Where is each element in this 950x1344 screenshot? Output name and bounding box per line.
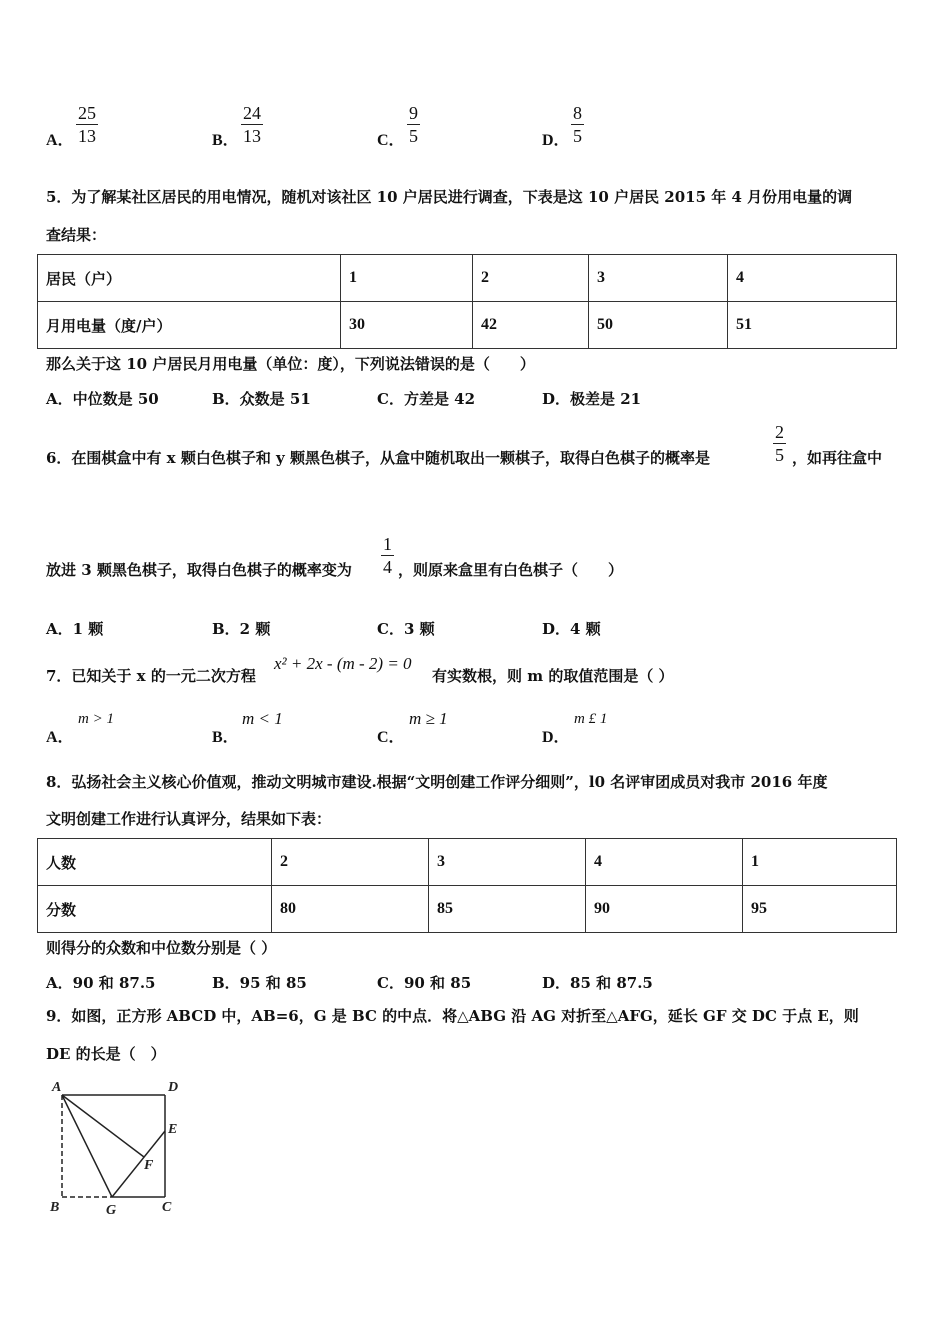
q7-option-a-expr: m > 1 [78, 711, 114, 727]
q4-option-a-label: A． [46, 132, 74, 149]
numerator: 2 [775, 422, 784, 442]
q7-text-prefix: 7．已知关于 x 的一元二次方程 [46, 667, 256, 685]
q8-text-line2: 文明创建工作进行认真评分，结果如下表： [46, 810, 332, 828]
point-label-b: B [50, 1200, 60, 1215]
q9-figure-square-fold [40, 1075, 200, 1220]
table-cell: 4 [728, 255, 897, 302]
q5-option-b: B．众数是 51 [212, 390, 311, 408]
q7-text-suffix: 有实数根，则 m 的取值范围是（ ） [432, 667, 674, 685]
q6-option-c: C．3 颗 [377, 620, 435, 638]
q5-table [37, 254, 897, 349]
q5-option-c: C．方差是 42 [377, 390, 476, 408]
q8-option-c: C．90 和 85 [377, 974, 472, 992]
q7-option-b-expr: m < 1 [242, 709, 283, 728]
q4-option-d-fraction [571, 102, 584, 147]
q4-option-b-label: B． [212, 132, 239, 149]
denominator: 13 [243, 126, 261, 146]
table-cell: 42 [473, 302, 589, 349]
q6-text-line2: 放进 3 颗黑色棋子，取得白色棋子的概率变为 [46, 561, 352, 579]
table-cell: 3 [589, 255, 728, 302]
q7-option-c-label: C． [377, 729, 405, 746]
segment-ag [62, 1095, 112, 1197]
q8-option-d: D．85 和 87.5 [542, 974, 653, 992]
q7-option-d-label: D． [542, 729, 570, 746]
table-row [38, 839, 897, 886]
table-cell: 居民（户） [38, 255, 341, 302]
table-cell: 2 [473, 255, 589, 302]
point-label-a: A [52, 1080, 62, 1095]
numerator: 25 [78, 103, 96, 123]
table-cell: 51 [728, 302, 897, 349]
point-label-g: G [106, 1203, 117, 1218]
table-cell: 95 [743, 886, 897, 933]
table-cell: 90 [586, 886, 743, 933]
denominator: 13 [78, 126, 96, 146]
q6-option-b: B．2 颗 [212, 620, 271, 638]
table-cell: 分数 [38, 886, 272, 933]
q6-option-a: A．1 颗 [46, 620, 104, 638]
q8-option-a: A．90 和 87.5 [46, 974, 156, 992]
q6-text-line1: 6．在围棋盒中有 x 颗白色棋子和 y 颗黑色棋子，从盒中随机取出一颗棋子，取得白色棋子的概率是 [46, 449, 710, 467]
table-cell: 30 [341, 302, 473, 349]
q4-option-b-fraction [241, 102, 263, 147]
table-row [38, 255, 897, 302]
q5-option-a: A．中位数是 50 [46, 390, 159, 408]
q5-text-line2: 查结果： [46, 226, 107, 244]
table-cell: 2 [272, 839, 429, 886]
q6-text-line1-end: ，如再往盒中 [792, 449, 883, 467]
denominator: 5 [775, 445, 784, 465]
q7-option-b-label: B． [212, 729, 239, 746]
point-label-e: E [168, 1122, 178, 1137]
table-row [38, 302, 897, 349]
q7-option-c-expr: m ≥ 1 [409, 709, 448, 728]
q6-fraction-2-5 [773, 421, 786, 466]
table-cell: 1 [743, 839, 897, 886]
q8-table [37, 838, 897, 933]
point-label-d: D [168, 1080, 179, 1095]
table-cell: 50 [589, 302, 728, 349]
q4-option-a-fraction [76, 102, 98, 147]
numerator: 1 [383, 534, 392, 554]
q4-option-c-label: C． [377, 132, 405, 149]
q7-option-d-expr: m £ 1 [574, 711, 608, 727]
denominator: 5 [409, 126, 418, 146]
table-cell: 3 [429, 839, 586, 886]
numerator: 9 [409, 103, 418, 123]
q8-option-b: B．95 和 85 [212, 974, 307, 992]
q6-option-d: D．4 颗 [542, 620, 601, 638]
q4-option-d-label: D． [542, 132, 570, 149]
q6-fraction-1-4 [381, 533, 394, 578]
q4-option-c-fraction [407, 102, 420, 147]
q7-option-a-label: A． [46, 729, 74, 746]
point-label-c: C [162, 1200, 172, 1215]
table-cell: 85 [429, 886, 586, 933]
table-cell: 1 [341, 255, 473, 302]
q9-text-line1: 9．如图，正方形 ABCD 中，AB=6，G 是 BC 的中点．将△ABG 沿 AG 对折至△AFG，延长 GF 交 DC 于点 E，则 [46, 1007, 859, 1025]
q5-option-d: D．极差是 21 [542, 390, 642, 408]
point-label-f: F [144, 1158, 154, 1173]
numerator: 24 [243, 103, 261, 123]
numerator: 8 [573, 103, 582, 123]
q8-question: 则得分的众数和中位数分别是（ ） [46, 939, 277, 957]
q6-text-line2-end: ，则原来盒里有白色棋子（ ） [398, 561, 624, 579]
q8-text-line1: 8．弘扬社会主义核心价值观，推动文明城市建设.根据“文明创建工作评分细则”，l0 名评审团成员对我市 2016 年度 [46, 773, 828, 791]
q9-text-line2: DE 的长是（ ） [46, 1045, 166, 1063]
table-cell: 人数 [38, 839, 272, 886]
denominator: 5 [573, 126, 582, 146]
segment-ge [112, 1131, 165, 1197]
table-cell: 80 [272, 886, 429, 933]
table-cell: 4 [586, 839, 743, 886]
segment-af [62, 1095, 144, 1157]
table-row [38, 886, 897, 933]
q7-equation: x² + 2x - (m - 2) = 0 [274, 654, 412, 673]
q5-text-line1: 5．为了解某社区居民的用电情况，随机对该社区 10 户居民进行调查，下表是这 10 户居民 2015 年 4 月份用电量的调 [46, 188, 853, 206]
table-cell: 月用电量（度/户） [38, 302, 341, 349]
denominator: 4 [383, 557, 392, 577]
q5-question: 那么关于这 10 户居民月用电量（单位：度），下列说法错误的是（ ） [46, 355, 535, 373]
